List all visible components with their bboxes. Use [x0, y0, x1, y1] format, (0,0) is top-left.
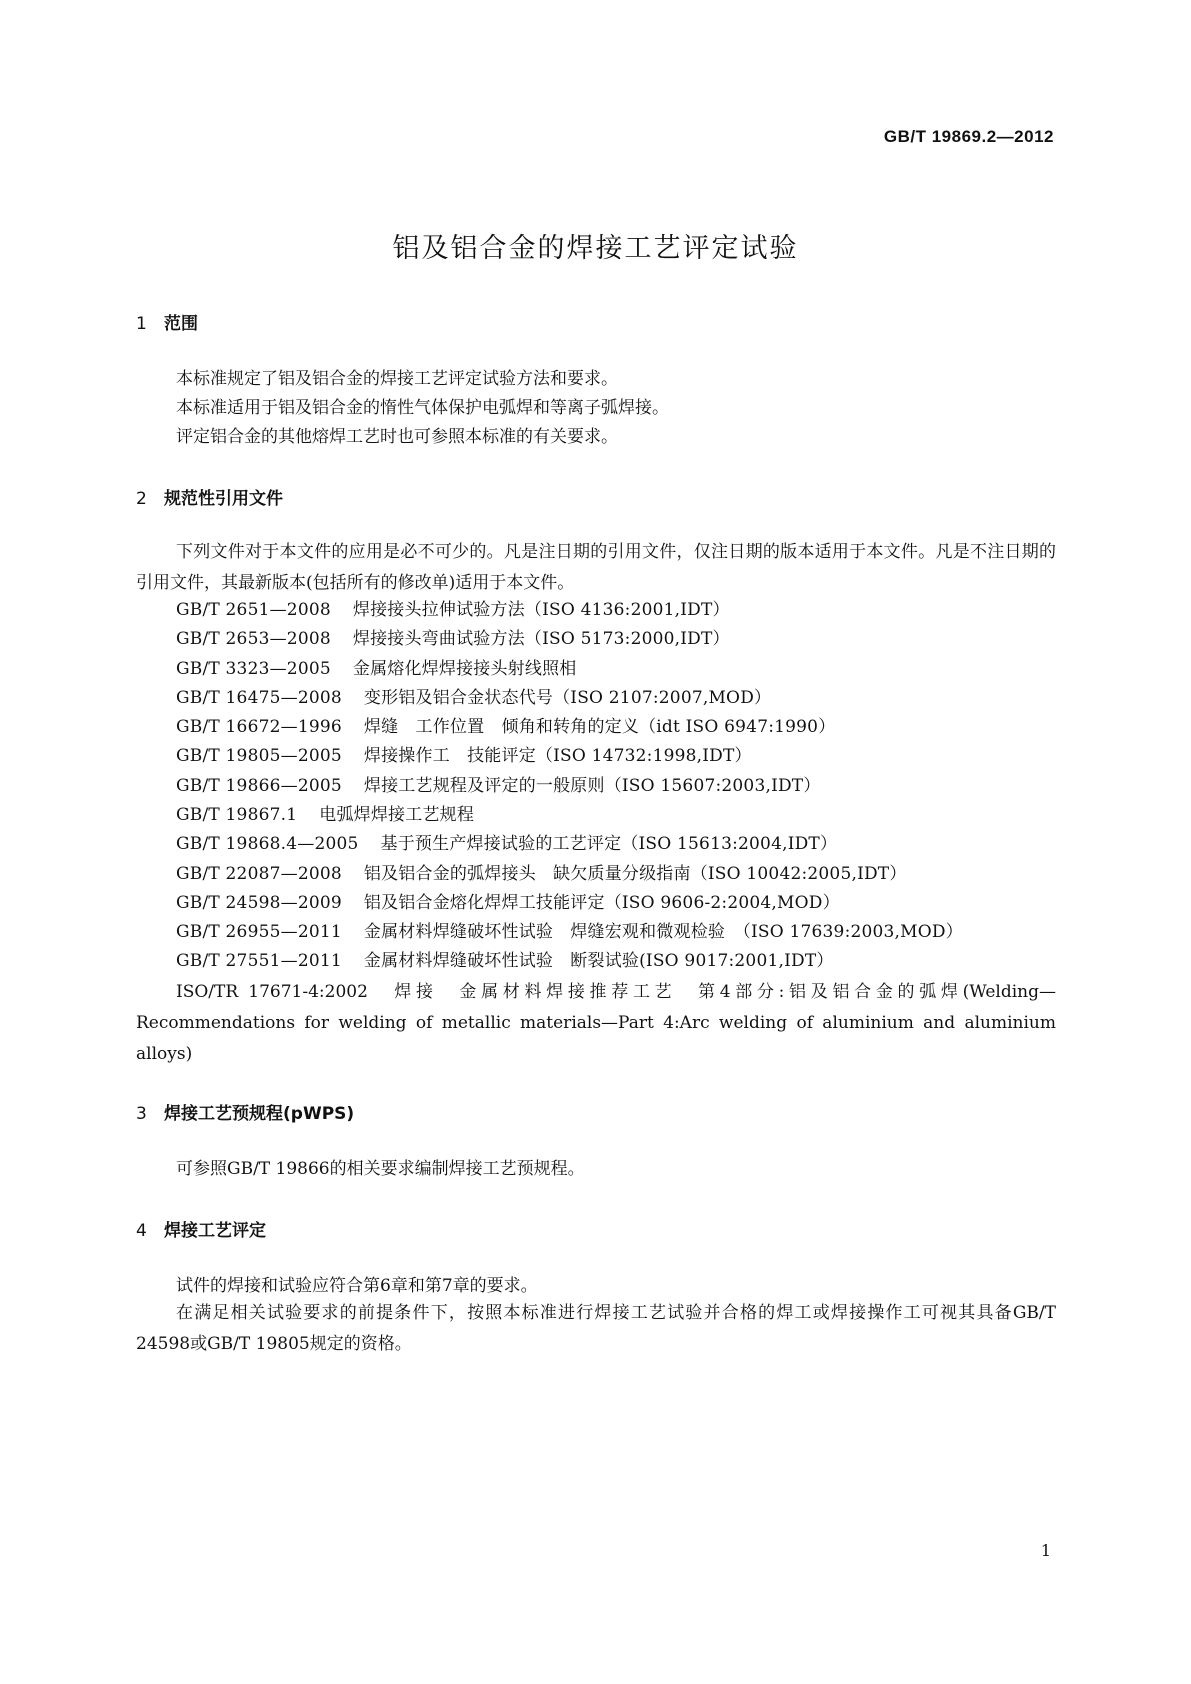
reference-title: 铝及铝合金的弧焊接头 缺欠质量分级指南（ISO 10042:2005,IDT） — [363, 864, 907, 884]
section-3-heading — [136, 1099, 354, 1124]
paragraph: 试件的焊接和试验应符合第6章和第7章的要求。 — [176, 1276, 538, 1296]
section-title: 焊接工艺预规程(pWPS) — [164, 1104, 355, 1124]
reference-title: 焊缝 工作位置 倾角和转角的定义（idt ISO 6947:1990） — [363, 717, 836, 737]
section-number: 2 — [136, 489, 147, 509]
reference-code: GB/T 2651—2008 — [176, 600, 331, 620]
paragraph: 本标准适用于铝及铝合金的惰性气体保护电弧焊和等离子弧焊接。 — [176, 398, 669, 418]
reference-code: GB/T 16475—2008 — [176, 688, 342, 708]
paragraph: 在满足相关试验要求的前提条件下，按照本标准进行焊接工艺试验并合格的焊工或焊接操作工可视其具备GB/T 24598或GB/T 19805规定的资格。 — [136, 1303, 1056, 1354]
reference-title: 焊接接头拉伸试验方法（ISO 4136:2001,IDT） — [352, 600, 730, 620]
reference-code: GB/T 19866—2005 — [176, 776, 342, 796]
reference-code: GB/T 26955—2011 — [176, 922, 342, 942]
reference-title: 电弧焊焊接工艺规程 — [319, 805, 475, 825]
section-title: 范围 — [164, 314, 198, 334]
paragraph: 可参照GB/T 19866的相关要求编制焊接工艺预规程。 — [176, 1159, 585, 1179]
reference-item — [176, 717, 835, 737]
reference-code: GB/T 16672—1996 — [176, 717, 342, 737]
reference-title: 基于预生产焊接试验的工艺评定（ISO 15613:2004,IDT） — [380, 834, 838, 854]
reference-title: 变形铝及铝合金状态代号（ISO 2107:2007,MOD） — [363, 688, 772, 708]
reference-title: 焊接操作工 技能评定（ISO 14732:1998,IDT） — [363, 746, 752, 766]
reference-code: GB/T 19867.1 — [176, 805, 298, 825]
document-title: 铝及铝合金的焊接工艺评定试验 — [392, 233, 799, 264]
section-4-heading — [136, 1216, 266, 1241]
section-number: 3 — [136, 1104, 147, 1124]
intro-paragraph: 下列文件对于本文件的应用是必不可少的。凡是注日期的引用文件，仅注日期的版本适用于本文件。凡是不注日期的引用文件，其最新版本(包括所有的修改单)适用于本文件。 — [136, 542, 1056, 593]
section-1-heading — [136, 309, 198, 334]
page-number: 1 — [1040, 1541, 1051, 1560]
section-title: 规范性引用文件 — [164, 489, 283, 509]
reference-item-last: ISO/TR 17671-4:2002 焊接 金属材料焊接推荐工艺 第4部分:铝及铝合金的弧焊(Welding—Recommendations for welding of metallic materials—Part 4:Arc welding of aluminium and aluminium alloys) — [136, 982, 1056, 1064]
standard-number: GB/T 19869.2—2012 — [883, 127, 1054, 146]
reference-title: 焊接工艺规程及评定的一般原则（ISO 15607:2003,IDT） — [363, 776, 821, 796]
reference-title: 金属熔化焊焊接接头射线照相 — [352, 659, 577, 679]
reference-item — [176, 600, 730, 620]
paragraph: 评定铝合金的其他熔焊工艺时也可参照本标准的有关要求。 — [176, 427, 618, 447]
reference-title: 金属材料焊缝破坏性试验 焊缝宏观和微观检验 （ISO 17639:2003,MOD） — [363, 922, 963, 942]
reference-title: 金属材料焊缝破坏性试验 断裂试验(ISO 9017:2001,IDT） — [363, 951, 834, 971]
reference-item — [176, 629, 730, 649]
section-title: 焊接工艺评定 — [164, 1221, 266, 1241]
paragraph: 本标准规定了铝及铝合金的焊接工艺评定试验方法和要求。 — [176, 369, 618, 389]
reference-item — [176, 834, 837, 854]
reference-code: GB/T 2653—2008 — [176, 629, 331, 649]
section-2-heading — [136, 484, 283, 509]
section-number: 4 — [136, 1221, 147, 1241]
reference-item — [176, 951, 834, 971]
reference-item — [176, 688, 771, 708]
reference-code: GB/T 24598—2009 — [176, 893, 342, 913]
reference-code: GB/T 19868.4—2005 — [176, 834, 359, 854]
reference-code: GB/T 19805—2005 — [176, 746, 342, 766]
reference-item — [176, 746, 752, 766]
reference-title: 铝及铝合金熔化焊焊工技能评定（ISO 9606-2:2004,MOD） — [363, 893, 840, 913]
reference-item — [176, 805, 474, 825]
section-number: 1 — [136, 314, 147, 334]
reference-item — [176, 864, 907, 884]
reference-item — [176, 776, 821, 796]
reference-item — [176, 659, 576, 679]
reference-code: GB/T 22087—2008 — [176, 864, 342, 884]
reference-item — [176, 922, 963, 942]
reference-code: GB/T 27551—2011 — [176, 951, 342, 971]
reference-code: GB/T 3323—2005 — [176, 659, 331, 679]
reference-item — [176, 893, 840, 913]
reference-title: 焊接接头弯曲试验方法（ISO 5173:2000,IDT） — [352, 629, 730, 649]
